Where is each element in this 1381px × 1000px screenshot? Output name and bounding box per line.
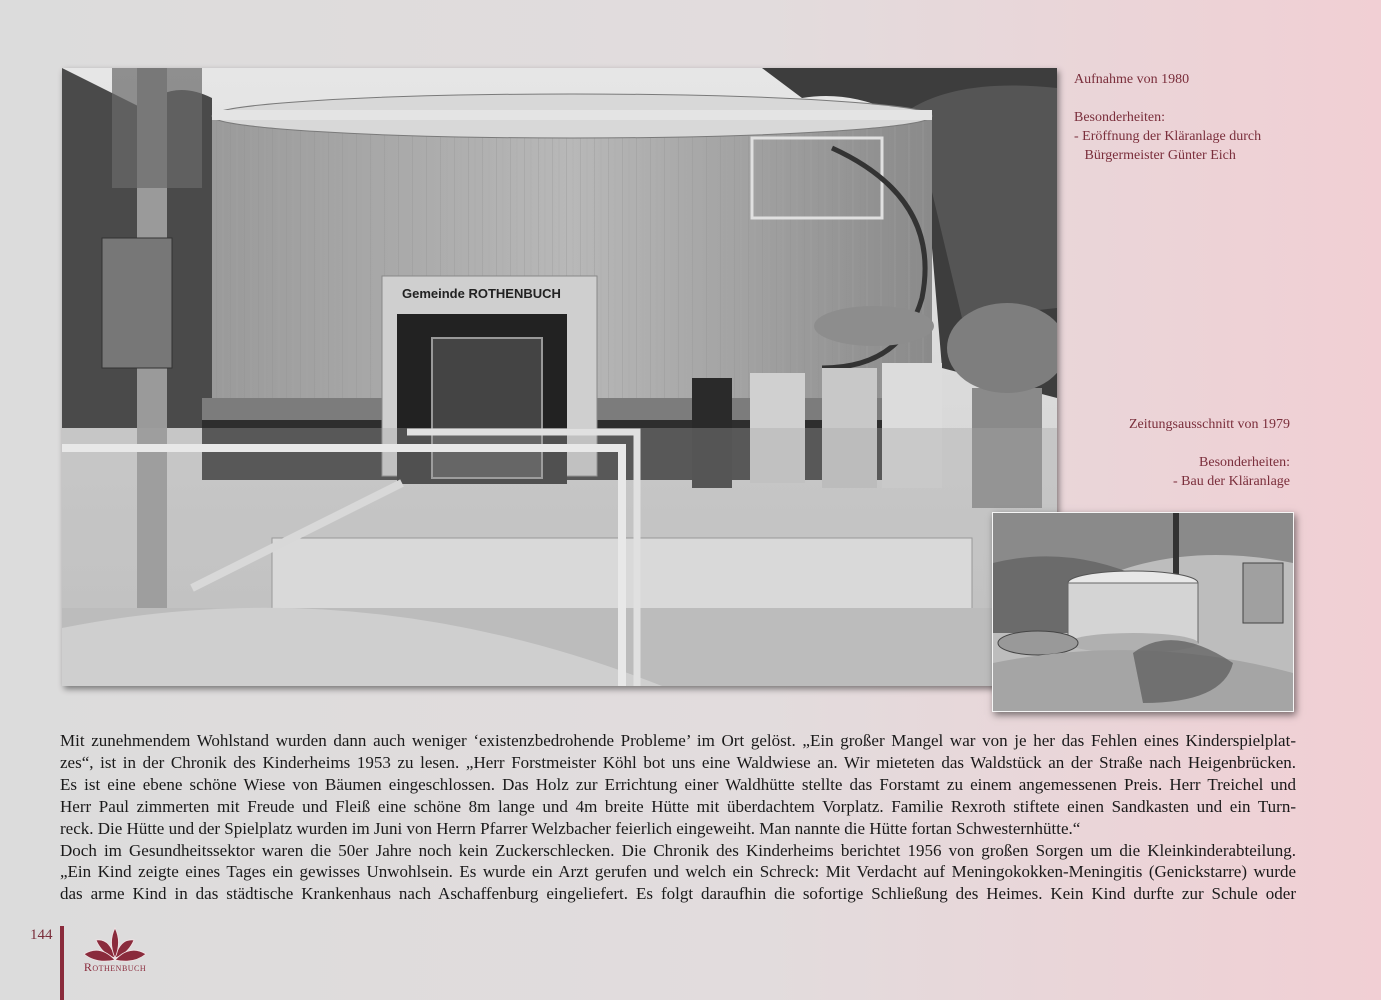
newspaper-clipping-photo: [992, 512, 1294, 712]
construction-photo: [993, 513, 1293, 711]
caption-line: Besonderheiten:: [1199, 455, 1290, 470]
caption-line: Besonderheiten:: [1074, 110, 1165, 125]
small-photo-caption: [1129, 415, 1290, 491]
text-line: Herr Paul zimmerten mit Freude und Fleiß eine schöne 8m lange und 4m breite Hütte mit überdachtem Vorplatz. Familie Rexroth stiftete einen Sandkasten und ein Turn-: [60, 796, 1296, 816]
text-line: reck. Die Hütte und der Spielplatz wurden im Juni von Herrn Pfarrer Welzbacher feierlich eingeweiht. Man nannte die Hütte fortan Schwesternhütte.“: [60, 818, 1081, 838]
caption-line: - Bau der Kläranlage: [1173, 474, 1290, 489]
text-line: Es ist eine ebene schöne Wiese von Bäumen eingeschlossen. Das Holz zur Errichtung einer Waldhütte stellte das Forstamt zu einem angemessenen Preis. Herr Treichel und: [60, 774, 1296, 794]
caption-line: - Eröffnung der Kläranlage durch: [1074, 129, 1262, 144]
text-line: „Ein Kind zeigte eines Tages ein gewisses Unwohlsein. Es wurde ein Arzt gerufen und welch ein Schreck: Mit Verdacht auf Meningokokken-Meningitis (Genickstarre) wurde: [60, 862, 1296, 882]
text-line: Mit zunehmendem Wohlstand wurden dann auch weniger ‘existenzbedrohende Probleme’ im Ort gelöst. „Ein großer Mangel war von je her das Fehlen eines Kinderspielplat-: [60, 731, 1296, 750]
page-number: 144: [30, 927, 53, 943]
text-line: das arme Kind in das städtische Krankenhaus nach Aschaffenburg eingeliefert. Es folgt daraufhin die sofortige Schließung des Heimes. Kein Kind durfte zur Schule oder: [60, 884, 1296, 904]
text-line: Doch im Gesundheitssektor waren die 50er Jahre noch kein Zuckerschlecken. Die Chronik des Kinderheims berichtet 1956 von großen Sorgen um die Kleinkinderabteilung.: [60, 840, 1296, 860]
entrance-sign: Gemeinde ROTHENBUCH: [402, 286, 561, 301]
main-photo-caption: [1074, 70, 1261, 165]
caption-line: Aufnahme von 1980: [1074, 72, 1190, 87]
caption-line: Bürgermeister Günter Eich: [1074, 148, 1236, 163]
page-divider-bar: [60, 926, 64, 1000]
treatment-plant-photo: [62, 68, 1057, 686]
caption-line: Zeitungsausschnitt von 1979: [1129, 417, 1290, 432]
text-line: zes“, ist in der Chronik des Kinderheims 1953 zu lesen. „Herr Forstmeister Köhl bot uns eine Waldwiese an. Wir mieteten das Waldstück an der Straße nach Heigenbrücken.: [60, 752, 1296, 772]
logo-text: Rothenbuch: [83, 960, 147, 974]
body-text: [60, 730, 1296, 905]
main-photo: [62, 68, 1057, 686]
